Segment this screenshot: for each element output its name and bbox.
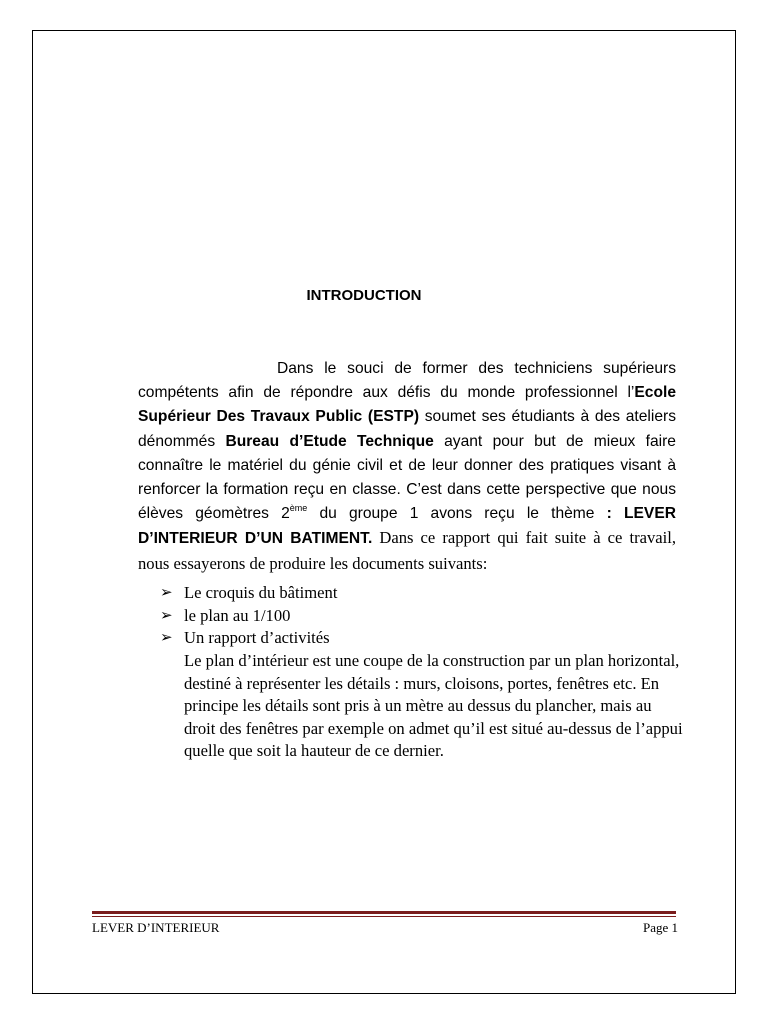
- school-name: Ecole Supérieur Des Travaux Public (ESTP): [138, 384, 676, 426]
- page-number: Page 1: [642, 920, 678, 935]
- list-item: [160, 582, 680, 605]
- page-title: [0, 287, 768, 304]
- list-item-text: le plan au 1/100: [184, 605, 291, 625]
- theme-title: : LEVER D’INTERIEUR D’UN BATIMENT.: [138, 505, 676, 548]
- intro-text-5: Dans ce rapport qui fait suite à ce travail, nous essayerons de produire les documents suivants:: [138, 528, 676, 573]
- intro-text-4: du groupe 1 avons reçu le thème: [307, 505, 595, 523]
- footer-title: LEVER D’INTERIEUR: [92, 920, 220, 935]
- title-text: INTRODUCTION: [306, 287, 422, 304]
- arrow-bullet-icon: ➢: [160, 607, 173, 624]
- footer-divider-thick: [92, 911, 676, 914]
- ordinal-suffix: ème: [289, 503, 308, 514]
- list-item-text: Le croquis du bâtiment: [184, 583, 338, 602]
- intro-text-1: Dans le souci de former des techniciens supérieurs compétents afin de répondre aux défis du monde professionnel l’: [138, 360, 676, 402]
- plan-description-paragraph: Le plan d’intérieur est une coupe de la construction par un plan horizontal, destiné à représenter les détails : murs, cloisons, portes, fenêtres etc. En principe les détails sont pris à un mètre au dessus du plancher, mais au droit des fenêtres par exemple on admet qu’il est situé au-dessus de l’appui quelle que soit la hauteur de ce dernier.: [184, 651, 683, 761]
- list-item-text: Un rapport d’activités: [184, 628, 330, 648]
- intro-paragraph: [138, 357, 676, 577]
- intro-text-3: ayant pour but de mieux faire connaître le matériel du génie civil et de leur donner des pratiques visant à renforcer la formation reçu en classe. C’est dans cette perspective que nous élèves géomètres 2: [138, 432, 676, 523]
- list-item: [160, 605, 680, 628]
- arrow-bullet-icon: ➢: [160, 630, 173, 647]
- bureau-name: Bureau d’Etude Technique: [225, 432, 434, 450]
- arrow-bullet-icon: ➢: [160, 585, 173, 601]
- list-item: [160, 627, 680, 650]
- footer-divider-thin: [92, 916, 676, 917]
- documents-list: [160, 582, 680, 650]
- intro-text-2: soumet ses étudiants à des ateliers dénommés: [138, 408, 677, 450]
